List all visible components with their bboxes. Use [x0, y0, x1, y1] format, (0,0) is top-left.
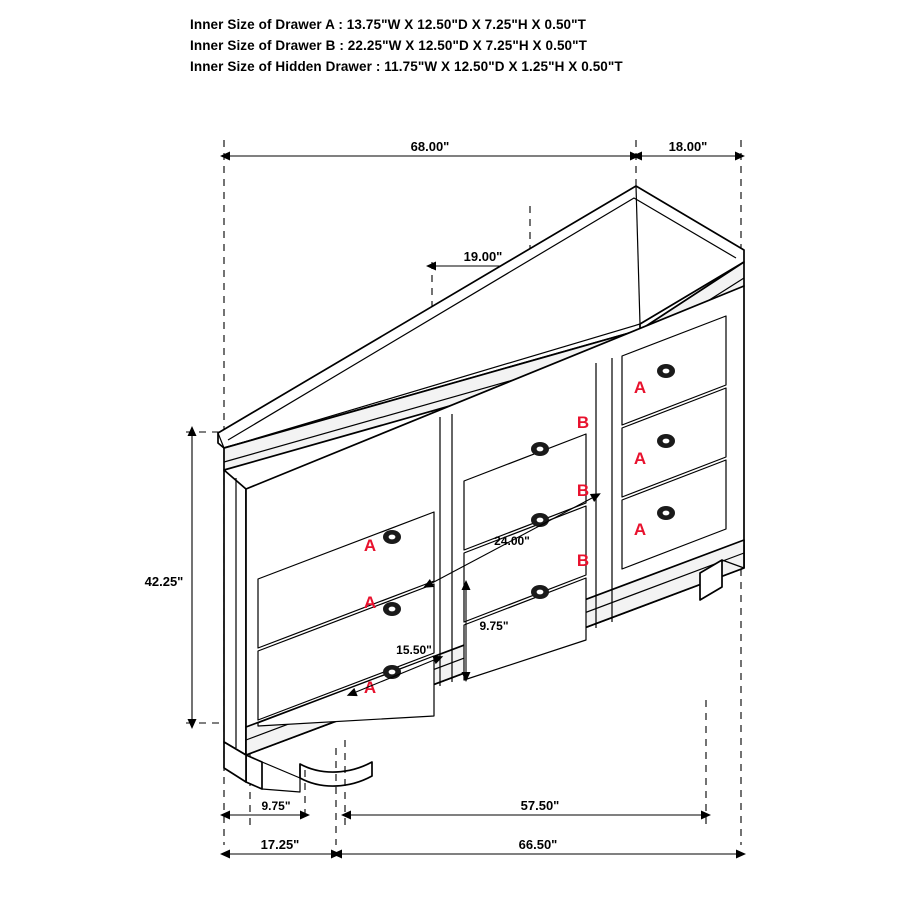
dim-base-left-total-label: 17.25": [260, 837, 300, 852]
dimension-base-left: [230, 799, 300, 815]
dimension-top-width: [230, 139, 630, 156]
dim-base-front-label: 57.50": [520, 798, 560, 813]
dim-top-inner-label: 19.00": [463, 249, 503, 264]
drawer-label-center-1: B: [576, 413, 590, 432]
dimension-base-bottom: [342, 837, 736, 854]
dresser-left-side-panel: [224, 470, 246, 755]
dim-base-bottom-label: 66.50": [518, 837, 558, 852]
drawer-label-left-1: A: [363, 536, 377, 555]
drawer-label-left-2: A: [363, 593, 377, 612]
dim-base-left-label: 9.75": [261, 799, 291, 813]
spec-line-drawer-b: Inner Size of Drawer B : 22.25"W X 12.50"D X 7.25"H X 0.50"T: [190, 38, 588, 53]
dim-drawer-a-width-label: 15.50": [396, 643, 432, 657]
dimension-base-left-total: [230, 837, 331, 854]
dimension-base-front: [351, 798, 701, 815]
drawer-label-right-1: A: [633, 378, 647, 397]
drawer-label-right-3: A: [633, 520, 647, 539]
drawer-label-left-3: A: [363, 678, 377, 697]
dim-height-label: 42.25": [144, 574, 184, 589]
drawer-label-center-2: B: [576, 481, 590, 500]
dim-drawer-b-height-label: 9.75": [479, 619, 509, 633]
drawer-label-center-3: B: [576, 551, 590, 570]
dimension-height: [145, 436, 192, 719]
dim-top-depth-label: 18.00": [668, 139, 708, 154]
spec-line-hidden-drawer: Inner Size of Hidden Drawer : 11.75"W X 12.50"D X 1.25"H X 0.50"T: [190, 59, 623, 74]
spec-line-drawer-a: Inner Size of Drawer A : 13.75"W X 12.50"D X 7.25"H X 0.50"T: [190, 17, 587, 32]
drawer-label-right-2: A: [633, 449, 647, 468]
dimension-top-depth: [642, 139, 735, 156]
dim-drawer-b-width-label: 24.00": [494, 534, 530, 548]
dim-top-width-label: 68.00": [410, 139, 450, 154]
drawer-column-right: [622, 316, 726, 569]
